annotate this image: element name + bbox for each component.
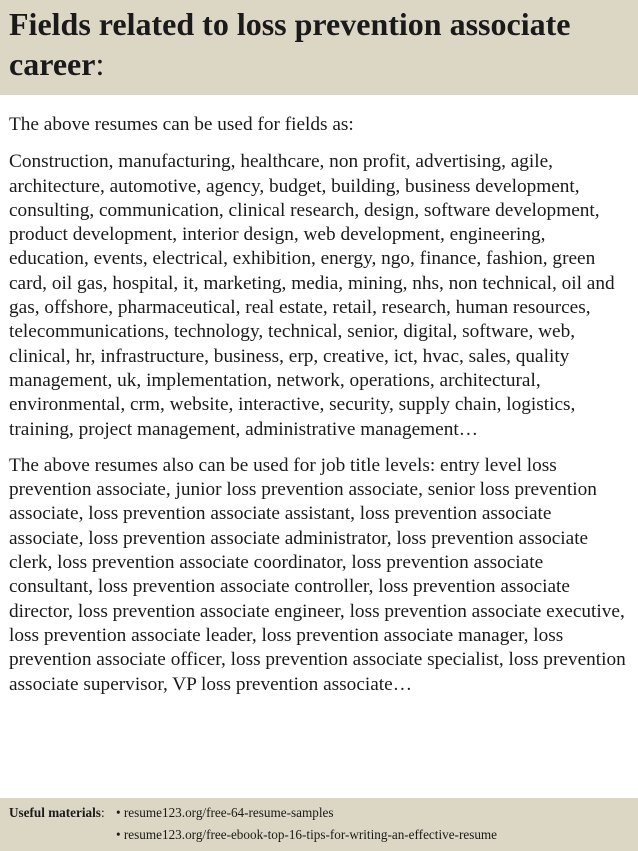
page-title-text: Fields related to loss prevention associate career <box>9 6 571 82</box>
footer-link-resume-samples[interactable]: • resume123.org/free-64-resume-samples <box>116 805 334 820</box>
footer-label-spacer <box>9 824 116 846</box>
title-band <box>0 0 638 95</box>
job-levels-paragraph: The above resumes also can be used for job title levels: entry level loss prevention associate, junior loss prevention associate, senior loss prevention associate, loss prevention associate assistant, loss prevention associate associate, loss prevention associate administrator, loss prevention associate clerk, loss prevention associate coordinator, loss prevention associate consultant, loss prevention associate controller, loss prevention associate director, loss prevention associate engineer, loss prevention associate executive, loss prevention associate leader, loss prevention associate manager, loss prevention associate officer, loss prevention associate specialist, loss prevention associate supervisor, VP loss prevention associate… <box>9 454 626 695</box>
useful-materials-label <box>9 802 116 824</box>
fields-list-paragraph: Construction, manufacturing, healthcare, non profit, advertising, agile, architecture, automotive, agency, budget, building, business development, consulting, communication, clinical research, design, software development, product development, interior design, web development, engineering, education, events, electrical, exhibition, energy, ngo, finance, fashion, green card, oil gas, hospital, it, marketing, media, mining, nhs, non technical, oil and gas, offshore, pharmaceutical, real estate, retail, research, human resources, telecommunications, technology, technical, senior, digital, software, web, clinical, hr, infrastructure, business, erp, creative, ict, hvac, sales, quality management, uk, implementation, network, operations, architectural, environmental, crm, website, interactive, security, supply chain, logistics, training, project management, administrative management… <box>9 151 615 440</box>
footer-link-ebook-tips[interactable]: • resume123.org/free-ebook-top-16-tips-for-writing-an-effective-resume <box>116 827 498 842</box>
intro-text: The above resumes can be used for fields as: <box>9 114 354 135</box>
page-title <box>9 4 628 84</box>
main-content <box>0 95 638 697</box>
footer-band <box>0 798 638 851</box>
footer-row-1 <box>9 802 628 824</box>
footer-row-2 <box>9 824 628 846</box>
useful-materials-label-colon: : <box>100 805 105 820</box>
page-title-colon: : <box>95 46 105 82</box>
useful-materials-label-text: Useful materials <box>9 805 101 820</box>
